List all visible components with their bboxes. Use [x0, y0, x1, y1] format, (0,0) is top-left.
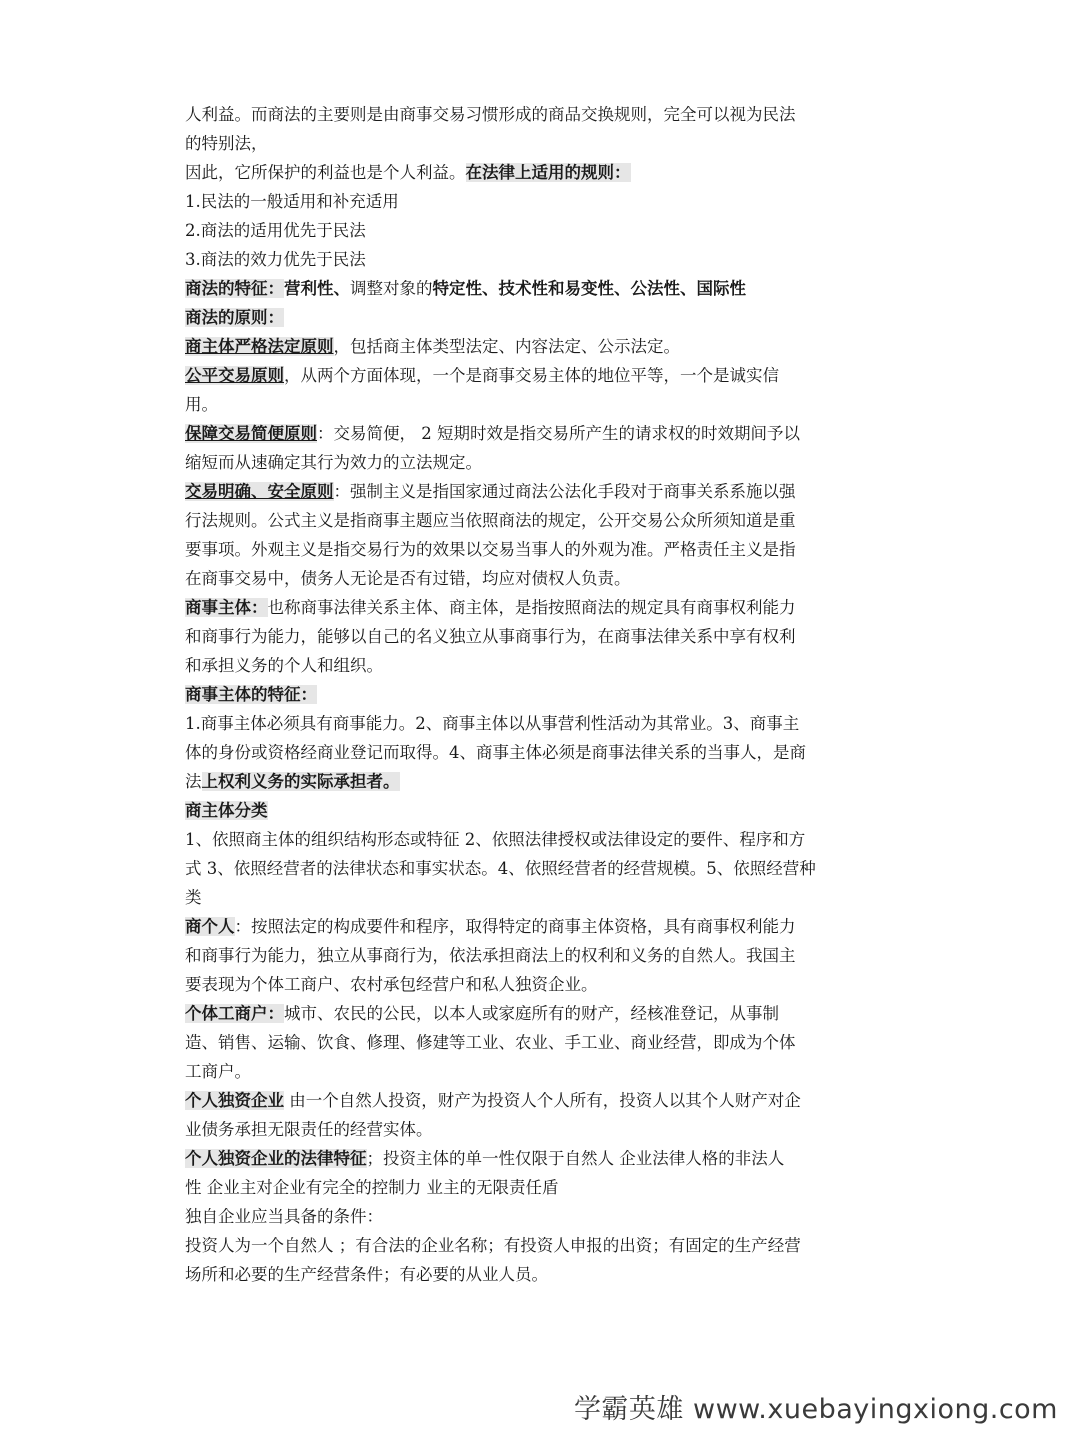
text-line	[185, 100, 905, 129]
site-watermark: 学霸英雄 www.xuebayingxiong.com	[573, 1394, 1058, 1425]
definition-line: 商事主体：也称商事法律关系主体、商主体，是指按照商法的规定具有商事权利能力	[185, 598, 796, 617]
paragraph-text: 的特别法，	[185, 134, 268, 153]
section-heading: 独自企业应当具备的条件：	[185, 1207, 383, 1226]
text-line: 体的身份或资格经商业登记而取得。4、商事主体必须是商事法律关系的当事人，是商	[185, 743, 806, 762]
principle-term: 交易明确、安全原则	[185, 482, 334, 501]
principle-line: 商主体严格法定原则，包括商主体类型法定、内容法定、公示法定。	[185, 337, 680, 356]
definition-term: 个人独资企业的法律特征	[185, 1149, 367, 1168]
text-line	[185, 129, 905, 158]
text-line: 和商事行为能力，独立从事商行为，依法承担商法上的权利和义务的自然人。我国主	[185, 946, 796, 965]
definition-term: 商事主体：	[185, 598, 268, 617]
principle-term: 商主体严格法定原则	[185, 337, 334, 356]
text-line: 要事项。外观主义是指交易行为的效果以交易当事人的外观为准。严格责任主义是指	[185, 540, 796, 559]
text-line: 要表现为个体工商户、农村承包经营户和私人独资企业。	[185, 975, 598, 994]
text-line: 业债务承担无限责任的经营实体。	[185, 1120, 433, 1139]
text-line: 造、销售、运输、饮食、修理、修建等工业、农业、手工业、商业经营，即成为个体	[185, 1033, 796, 1052]
text-line: 法上权利义务的实际承担者。	[185, 772, 400, 791]
text-line: 投资人为一个自然人 ；有合法的企业名称；有投资人申报的出资；有固定的生产经营	[185, 1236, 801, 1255]
definition-term: 个人独资企业	[185, 1091, 284, 1110]
text-line: 工商户。	[185, 1062, 251, 1081]
definition-line: 个体工商户：城市、农民的公民，以本人或家庭所有的财产，经核准登记，从事制	[185, 1004, 779, 1023]
principle-term: 公平交易原则	[185, 366, 284, 385]
text-line: 性 企业主对企业有完全的控制力 业主的无限责任盾	[185, 1178, 559, 1197]
text-line: 1、依照商主体的组织结构形态或特征 2、依照法律授权或法律设定的要件、程序和方	[185, 830, 806, 849]
definition-term: 个体工商户：	[185, 1004, 284, 1023]
text-line: 缩短而从速确定其行为效力的立法规定。	[185, 453, 482, 472]
paragraph-text: 人利益。而商法的主要则是由商事交易习惯形成的商品交换规则，完全可以视为民法	[185, 105, 796, 124]
text-line	[185, 158, 905, 187]
definition-term: 商个人	[185, 917, 235, 936]
definition-line: 个人独资企业的法律特征；投资主体的单一性仅限于自然人 企业法律人格的非法人	[185, 1149, 785, 1168]
text-line: 式 3、依照经营者的法律状态和事实状态。4、依照经营者的经营规模。5、依照经营种	[185, 859, 816, 878]
principle-line: 交易明确、安全原则：强制主义是指国家通过商法公法化手段对于商事关系系施以强	[185, 482, 796, 501]
section-label: 商法的特征：	[185, 279, 284, 298]
definition-line: 个人独资企业 由一个自然人投资，财产为投资人个人所有，投资人以其个人财产对企	[185, 1091, 801, 1110]
text-line: 1.商事主体必须具有商事能力。2、商事主体以从事营利性活动为其常业。3、商事主	[185, 714, 800, 733]
text-line: 和商事行为能力，能够以自己的名义独立从事商事行为，在商事法律关系中享有权利	[185, 627, 796, 646]
rule-item: 1.民法的一般适用和补充适用	[185, 192, 399, 211]
rule-item: 3.商法的效力优先于民法	[185, 250, 366, 269]
highlighted-heading: 在法律上适用的规则：	[465, 163, 631, 182]
definition-line: 商个人：按照法定的构成要件和程序，取得特定的商事主体资格，具有商事权利能力	[185, 917, 796, 936]
section-heading: 商主体分类	[185, 801, 268, 820]
principle-term: 保障交易简便原则	[185, 424, 317, 443]
section-heading: 商事主体的特征：	[185, 685, 317, 704]
section-heading: 商法的原则：	[185, 308, 284, 327]
document-page	[185, 100, 905, 1289]
text-line: 类	[185, 888, 202, 907]
text-line: 场所和必要的生产经营条件；有必要的从业人员。	[185, 1265, 548, 1284]
text-line: 用。	[185, 395, 218, 414]
features-line: 商法的特征：营利性、调整对象的特定性、技术性和易变性、公法性、国际性	[185, 279, 746, 298]
principle-line: 公平交易原则，从两个方面体现，一个是商事交易主体的地位平等，一个是诚实信	[185, 366, 779, 385]
text-line: 行法规则。公式主义是指商事主题应当依照商法的规定，公开交易公众所须知道是重	[185, 511, 796, 530]
text-line: 和承担义务的个人和组织。	[185, 656, 383, 675]
principle-line: 保障交易简便原则：交易简便， 2 短期时效是指交易所产生的请求权的时效期间予以	[185, 424, 800, 443]
text-line: 在商事交易中，债务人无论是否有过错，均应对债权人负责。	[185, 569, 631, 588]
rule-item: 2.商法的适用优先于民法	[185, 221, 366, 240]
paragraph-text: 因此，它所保护的利益也是个人利益。	[185, 163, 466, 182]
